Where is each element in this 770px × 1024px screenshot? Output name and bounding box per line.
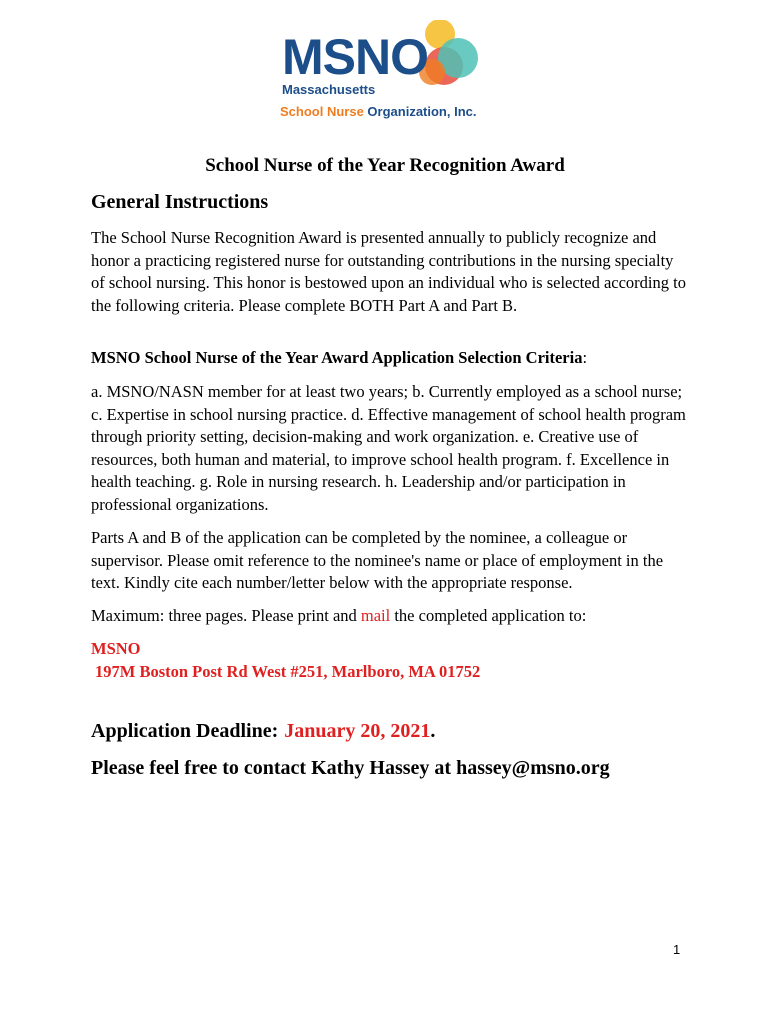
criteria-heading	[91, 347, 691, 370]
logo-org-name-part2: Organization, Inc.	[367, 104, 477, 119]
contact-line: Please feel free to contact Kathy Hassey at hassey@msno.org	[91, 757, 610, 779]
logo-wordmark: MSNO	[282, 29, 428, 85]
logo-org-name-part1: School Nurse	[280, 104, 364, 119]
logo-org-name	[280, 105, 477, 118]
address-street: 197M Boston Post Rd West #251, Marlboro, MA 01752	[95, 662, 481, 681]
deadline-label: Application Deadline:	[91, 720, 279, 742]
criteria-heading-text: MSNO School Nurse of the Year Award Application Selection Criteria	[91, 348, 583, 367]
criteria-paragraph: a. MSNO/NASN member for at least two years; b. Currently employed as a school nurse; c. Expertise in school nursing practice. d. Effective management of school health program through priority setting, decision-making and work organization. e. Creative use of resources, both human and material, to improve school health program. f. Excellence in health teaching. g. Role in nursing research. h. Leadership and/or participation in professional organizations.	[91, 382, 686, 514]
maximum-paragraph	[91, 605, 691, 628]
page-number: 1	[673, 942, 681, 957]
mail-highlight: mail	[360, 606, 391, 625]
logo-state: Massachusetts	[282, 82, 376, 97]
parts-paragraph: Parts A and B of the application can be completed by the nominee, a colleague or supervisor. Please omit reference to the nominee's name or place of employment in the text. Kindly cite each number/letter below with the appropriate response.	[91, 528, 664, 592]
deadline-period: .	[430, 720, 436, 742]
page-title: School Nurse of the Year Recognition Award	[205, 155, 565, 176]
general-instructions-heading: General Instructions	[91, 191, 269, 213]
address-org: MSNO	[91, 639, 141, 658]
deadline-date: January 20, 2021	[284, 720, 431, 742]
mailing-address	[91, 637, 480, 683]
criteria-heading-colon: :	[582, 348, 588, 367]
msno-logo	[280, 20, 510, 124]
application-deadline	[91, 720, 435, 743]
intro-paragraph: The School Nurse Recognition Award is presented annually to publicly recognize and honor a practicing registered nurse for outstanding contributions in the nursing specialty of school nursing. This honor is bestowed upon an individual who is selected according to the following criteria. Please complete BOTH Part A and Part B.	[91, 228, 686, 315]
maximum-text-after: the completed application to:	[390, 606, 587, 625]
maximum-text-before: Maximum: three pages. Please print and	[91, 606, 361, 625]
